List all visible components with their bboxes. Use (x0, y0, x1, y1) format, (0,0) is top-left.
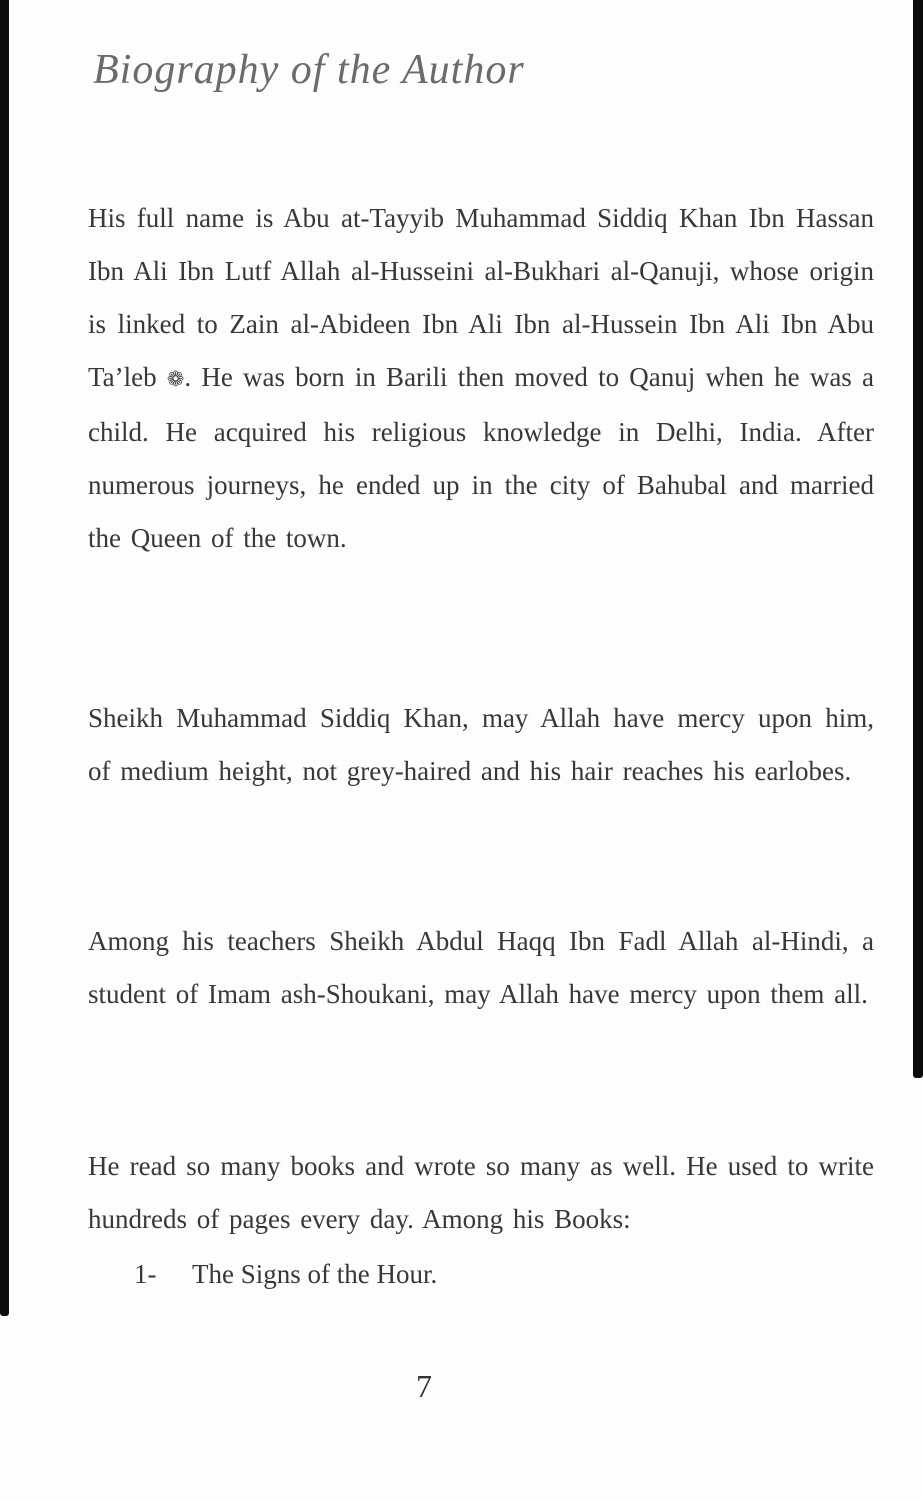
paragraph-appearance: Sheikh Muhammad Siddiq Khan, may Allah have mercy upon him, of medium height, not grey-haired and his hair reaches his earlobes. (88, 703, 874, 786)
book-list (88, 1248, 874, 1301)
paragraph-text: . He was born in Barili then moved to Qanuj when he was a child. He acquired his religious knowledge in Delhi, India. After numerous journeys, he ended up in the city of Bahubal and married the Queen of the town. (88, 362, 874, 553)
scan-edge-artifact-right (913, 0, 923, 1078)
list-item-title: The Signs of the Hour. (192, 1259, 438, 1289)
paragraph-teachers: Among his teachers Sheikh Abdul Haqq Ibn Fadl Allah al-Hindi, a student of Imam ash-Shoukani, may Allah have mercy upon them all. (88, 926, 874, 1009)
scan-edge-artifact-left (0, 0, 9, 1316)
paragraph-full-name (88, 192, 874, 565)
page-title: Biography of the Author (93, 47, 525, 93)
list-item (88, 1248, 874, 1301)
list-item-number: 1- (134, 1259, 157, 1289)
page-number: 7 (416, 1368, 432, 1404)
paragraph-text: His full name is Abu at-Tayyib Muhammad Siddiq Khan Ibn Hassan Ibn Ali Ibn Lutf Allah al-Husseini al-Bukhari al-Qanuji, whose origin is linked to Zain al-Abideen Ibn Ali Ibn al-Hussein Ibn Ali Ibn Abu Ta’leb (88, 203, 874, 392)
honorific-icon: ❁ (166, 367, 185, 391)
paragraph-books: He read so many books and wrote so many as well. He used to write hundreds of pages every day. Among his Books: (88, 1151, 874, 1234)
